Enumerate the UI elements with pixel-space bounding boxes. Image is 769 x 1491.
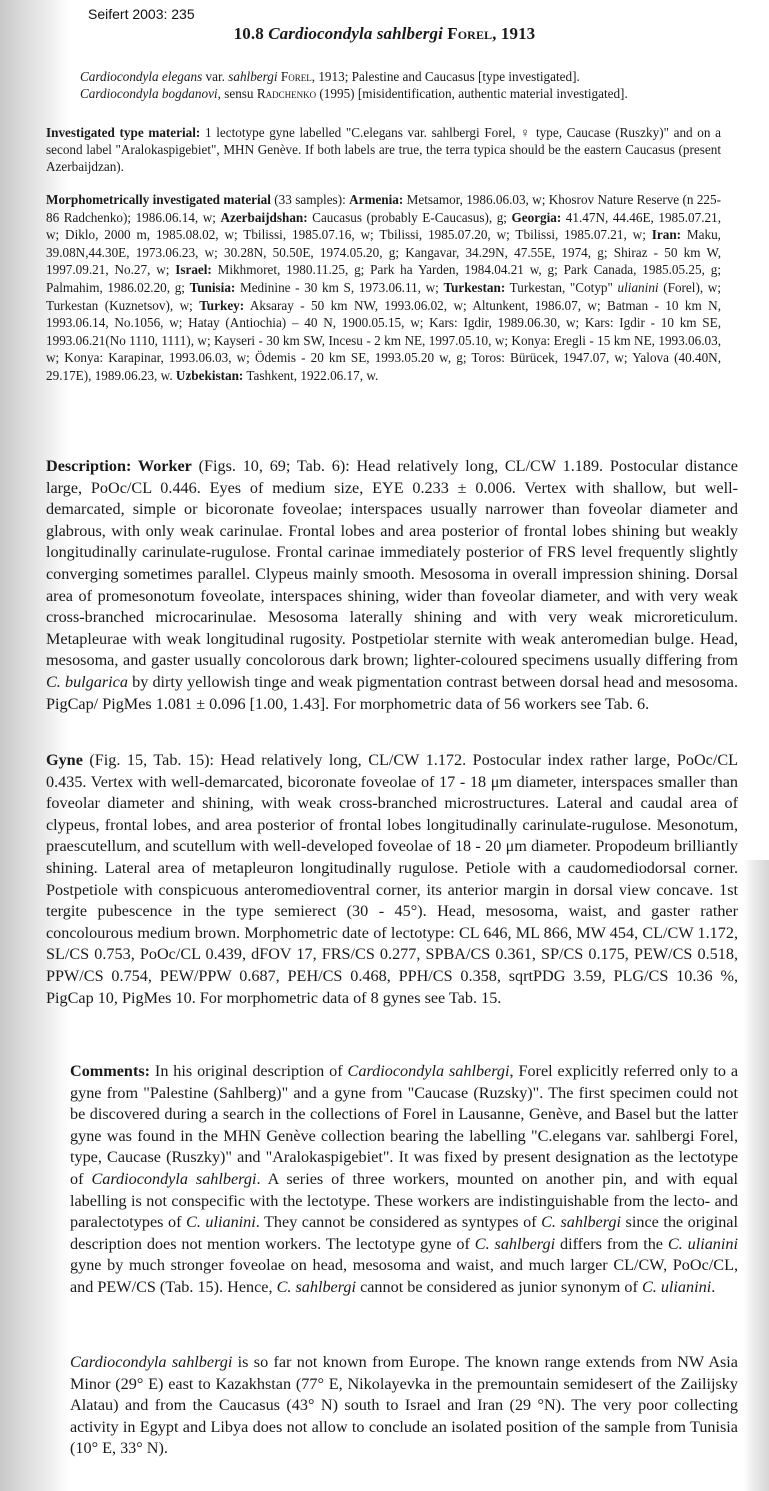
synonym-connector: , sensu — [217, 86, 257, 101]
morph-material-label: Morphometrically investigated material — [46, 192, 271, 207]
comments-text: In his original description of — [150, 1062, 348, 1080]
worker-description-section — [46, 456, 738, 715]
species-name: Cardiocondyla sahlbergi — [268, 24, 443, 43]
distribution-section — [70, 1352, 738, 1460]
comments-text: , Forel explicitly referred only to a gyne from "Palestine (Sahlberg)" and a gyne from "Caucase (Ruzsky)". The first specimen could not be discovered during a search in the collections of Forel in Lausanne, Genève, and Basel but the latter gyne was found in the MHN Genève collection bearing the labelling "C.elegans var. sahlbergi Forel, type, Caucase (Ruszky)" and "Aralokaspigebiet". It was fixed by present designation as the lectotype of — [70, 1062, 738, 1188]
country-label: Turkestan: — [443, 279, 506, 295]
locality-text: Medinine - 30 km S, 1973.06.11, w; — [235, 279, 444, 295]
description-text: by dirty yellowish tinge and weak pigmentation contrast between dorsal head and mesosoma. PigCap/ PigMes 1.081 ± 0.096 [1.00, 1.43]. For morphometric data of 56 workers see Tab. 6. — [46, 672, 738, 713]
locality-text: Mikhmoret, 1980.11.25, g; Park ha Yarden, 1984.04.21 w, g; Park Canada, 1985.05.25, g; Palmahim, 1986.02.20, g; — [46, 262, 721, 295]
synonym-list — [80, 68, 710, 102]
locality-text: Turkestan, "Cotyp" — [505, 279, 618, 295]
locality-text: Tashkent, 1922.06.17, w. — [243, 367, 379, 383]
scan-shadow-right — [743, 860, 769, 1491]
section-number: 10.8 — [233, 24, 264, 43]
comments-taxon: Cardiocondyla sahlbergi — [347, 1062, 510, 1080]
locality-text: Metsamor, 1986.06.03, w; Khosrov Nature Reserve (n 225-86 Radchenko); 1986.06.14, w; — [46, 192, 721, 225]
gyne-description-section — [46, 750, 738, 1009]
country-label: Georgia: — [511, 209, 562, 225]
country-label: Turkey: — [199, 297, 245, 313]
gyne-text: (Fig. 15, Tab. 15): Head relatively long, CL/CW 1.172. Postocular index rather large, PoOc/CL 0.435. Vertex with well-demarcated, bicoronate foveolae of 17 - 18 μm diameter, interspaces smaller than foveolar diameter and shining, with weak cross-branched microstructures. Lateral and caudal area of clypeus, frontal lobes, and area posterior of frontal lobes longitudinally carinulate-rugulose. Mesonotum, praescutellum, and scutellum with well-developed foveolae of 18 - 20 μm diameter. Propodeum brilliantly shining. Lateral area of metapleuron longitudinally rugulose. Petiole with a caudomediodorsal corner. Postpetiole with conspicuous anteromedioventral corner, its anterior margin in dorsal view concave. 1st tergite pubescence in the type semierect (30 - 45°). Head, mesosoma, waist, and gaster rather concolourous medium brown. Morphometric date of lectotype: CL 646, ML 866, MW 454, CL/CW 1.172, SL/CS 0.753, PoOc/CL 0.439, dFOV 17, FRS/CS 0.277, SPBA/CS 0.361, SP/CS 0.175, PEW/CS 0.518, PPW/CS 0.754, PEW/PPW 0.687, PEH/CS 0.468, PPH/CS 0.358, sqrtPDG 3.59, PLG/CS 10.36 %, PigCap 10, PigMes 10. For morphometric data of 8 gynes see Tab. 15. — [46, 751, 738, 1007]
locality-text: Caucasus (probably E-Caucasus), g; — [307, 209, 512, 225]
synonym-author: Forel — [280, 69, 312, 84]
synonym-author: Radchenko — [256, 86, 317, 101]
country-label: Azerbaijdshan: — [220, 209, 308, 225]
morph-material-intro: (33 samples): — [270, 192, 350, 207]
locality-text: 41.47N, 44.46E, 1985.07.21, w; Diklo, 2000 m, 1985.08.02, w; Tbilissi, 1985.07.16, w; Tbilissi, 1985.07.20, w; Tbilissi, 1985.07.21, w; — [46, 209, 721, 243]
locality-text: Aksaray - 50 km NW, 1993.06.02, w; Altunkent, 1986.07, w; Batman - 10 km N, 1993.06.14, No.1056, w; Hatay (Antiochia) – 40 N, 1900.05.15, w; Kars: Igdir, 1989.06.30, w; Kars: Igdir - 10 km SE, 1993.06.21(No 1110, 1111), w; Kayseri - 30 km SW, Incesu - 2 km NE, 1997.05.10, w; Konya: Eregli - 15 km NE, 1993.06.03, w; Konya: Karapinar, 1993.06.03, w; Ödemis - 20 km SE, 1993.05.20 w, g; Toros: Bürücek, 1947.07, w; Yalova (40.40N, 29.17E), 1989.06.23, w. — [46, 297, 722, 383]
synonym-taxon: Cardiocondyla bogdanovi — [80, 86, 218, 101]
distribution-text: is so far not known from Europe. The known range extends from NW Asia Minor (29° E) east to Kazakhstan (77° E, Nikolayevka in the premountain semidesert of the Zailijsky Alatau) and from the Caucasus (43° N) south to Israel and Iran (29 °N). The very poor collecting activity in Egypt and Libya does not allow to conclude an isolated position of the sample from Tunisia (10° E, 33° N). — [70, 1353, 738, 1458]
morphometric-material-section — [46, 191, 721, 385]
comments-taxon: C. ulianini — [186, 1213, 256, 1232]
comments-taxon: C. ulianini — [667, 1234, 738, 1253]
country-label: Tunisia: — [189, 279, 236, 295]
species-year: , 1913 — [492, 24, 536, 43]
comments-taxon: C. sahlbergi — [474, 1234, 556, 1253]
country-label: Israel: — [175, 262, 212, 278]
synonym-entry — [80, 85, 710, 102]
comments-label: Comments: — [70, 1062, 151, 1080]
locality-taxon: ulianini — [617, 279, 659, 295]
synonym-note: (1995) [misidentification, authentic material investigated]. — [316, 86, 628, 101]
synonym-infrataxon: sahlbergi — [228, 69, 278, 84]
comments-taxon: C. ulianini — [641, 1277, 712, 1296]
comments-text: . — [711, 1277, 716, 1296]
synonym-connector: var. — [202, 69, 229, 84]
country-label: Armenia: — [349, 192, 404, 207]
comments-text: differs from the — [555, 1234, 668, 1253]
type-material-section — [46, 124, 721, 176]
comments-text: since the original description does not mention workers. The lectotype gyne of — [70, 1213, 738, 1253]
comments-text: . They cannot be considered as syntypes of — [255, 1213, 542, 1232]
distribution-taxon: Cardiocondyla sahlbergi — [70, 1353, 233, 1371]
comments-taxon: C. sahlbergi — [541, 1213, 622, 1232]
comments-text: cannot be considered as junior synonym of — [356, 1277, 642, 1296]
comments-section — [70, 1061, 738, 1299]
species-heading — [0, 24, 769, 44]
comments-taxon: C. sahlbergi — [276, 1277, 357, 1296]
species-author: Forel — [447, 24, 493, 43]
comments-text: . A series of three workers, mounted on another pin, and with equal labelling is not conspecific with the lectotype. These workers are indistinguishable from the lecto- and paralectotypes of — [70, 1169, 738, 1232]
synonym-taxon: Cardiocondyla elegans — [80, 69, 203, 84]
comments-taxon: Cardiocondyla sahlbergi — [91, 1169, 257, 1188]
country-label: Uzbekistan: — [175, 367, 244, 383]
synonym-entry — [80, 68, 710, 85]
comments-text: gyne by much stronger foveolae on head, mesosoma and waist, and much larger CL/CW, PoOc/CL, and PEW/CS (Tab. 15). Hence, — [70, 1256, 738, 1296]
description-label: Description: Worker — [46, 457, 192, 475]
synonym-note: , 1913; Palestine and Caucasus [type investigated]. — [311, 69, 580, 84]
country-label: Iran: — [651, 227, 682, 243]
gyne-label: Gyne — [46, 751, 83, 769]
description-taxon: C. bulgarica — [46, 672, 128, 691]
description-text: (Figs. 10, 69; Tab. 6): Head relatively long, CL/CW 1.189. Postocular distance large, PoOc/CL 0.446. Eyes of medium size, EYE 0.233 ± 0.006. Vertex with shallow, but well-demarcated, simple or bicoronate foveolae; interspaces usually narrower than foveolar diameter and glabrous, with only weak carinulae. Frontal lobes and area posterior of frontal lobes shining but weakly longitudinally carinulate-rugulose. Frontal carinae immediately posterior of FRS level frequently slightly converging sometimes parallel. Clypeus mainly smooth. Mesosoma in overall impression shining. Dorsal area of promesonotum foveolate, interspaces shining, wider than foveolar diameter, and with very weak cross-branched microcarinulae. Mesosoma laterally shining and with very weak microreticulum. Metapleurae with weak longitudinal rugosity. Postpetiolar sternite with weak anteromedian bulge. Head, mesosoma, and gaster usually concolorous dark brown; lighter-coloured specimens usually differing from — [46, 457, 738, 670]
locality-text: (Forel), w; Turkestan (Kuznetsov), w; — [46, 279, 721, 313]
type-material-label: Investigated type material: — [46, 125, 201, 140]
type-material-text: 1 lectotype gyne labelled "C.elegans var. sahlbergi Forel, ♀ type, Caucase (Ruszky)" and on a second label "Aralokaspigebiet", MHN Genève. If both labels are true, the terra typica should be the eastern Caucasus (present Azerbaijdzan). — [46, 125, 721, 175]
locality-text: Maku, 39.08N,44.30E, 1973.06.23, w; 30.28N, 50.50E, 1974.05.20, g; Kangavar, 34.29N, 47.55E, 1974, g; Shiraz - 50 km W, 1997.09.21, No.27, w; — [46, 227, 721, 278]
citation-reference: Seifert 2003: 235 — [88, 6, 195, 22]
